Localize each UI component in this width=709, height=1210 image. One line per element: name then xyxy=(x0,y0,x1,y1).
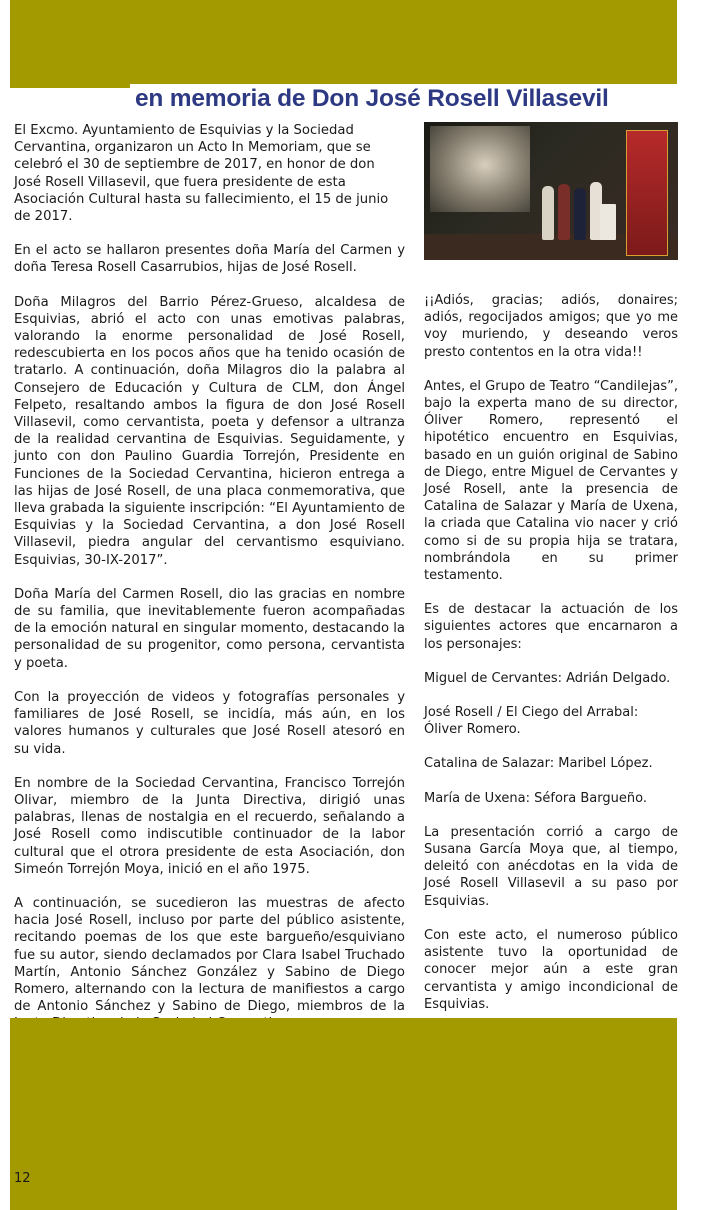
projection-screen xyxy=(430,126,530,212)
paragraph: Miguel de Cervantes: Adrián Delgado. xyxy=(424,670,671,686)
red-banner xyxy=(626,130,668,256)
paragraph: El Excmo. Ayuntamiento de Esquivias y la Sociedad Cervantina, organizaron un Acto In Memoriam, que se celebró el 30 de septiembre de 2017, en honor de don José Rosell Villasevil, que fuera presidente de esta Asociación Cultural hasta su fallecimiento, el 15 de junio de 2017. xyxy=(14,123,389,225)
podium xyxy=(600,204,616,240)
paragraph: En el acto se hallaron presentes doña María del Carmen y doña Teresa Rosell Casarrubios, hijas de José Rosell. xyxy=(14,243,405,276)
paragraph: María de Uxena: Séfora Bargueño. xyxy=(424,790,647,806)
article-title: en memoria de Don José Rosell Villasevil xyxy=(135,85,609,112)
left-column xyxy=(14,122,405,1135)
paragraph: Con este acto, el numeroso público asistente tuvo la oportunidad de conocer mejor aún a este gran cervantista y amigo incondicional de Esquivias. xyxy=(424,927,678,1012)
person-figure xyxy=(558,184,570,240)
person-figure xyxy=(574,188,586,240)
paragraph: Con la proyección de videos y fotografías personales y familiares de José Rosell, se incidía, más aún, en los valores humanos y culturales que José Rosell atesoró en su vida. xyxy=(14,689,405,757)
paragraph: Antes, el Grupo de Teatro “Candilejas”, bajo la experta mano de su director, Óliver Romero, representó el hipotético encuentro en Esquivias, basado en un guión original de Sabino de Diego, entre Miguel de Cervantes y José Rosell, ante la presencia de Catalina de Salazar y María de Uxena, la criada que Catalina vio nacer y crió como si de su propia hija se tratara, nombrándola en su primer testamento. xyxy=(424,378,678,584)
paragraph: Es de destacar la actuación de los siguientes actores que encarnaron a los personajes: xyxy=(424,602,678,652)
paragraph: La presentación corrió a cargo de Susana García Moya que, al tiempo, deleitó con anécdotas en la vida de José Rosell Villasevil a su paso por Esquivias. xyxy=(424,824,678,909)
person-figure xyxy=(542,186,554,240)
paragraph: Doña María del Carmen Rosell, dio las gracias en nombre de su familia, que inevitablemente fueron acompañadas de la emoción natural en singular momento, destacando la personalidad de su progenitor, como persona, cervantista y poeta. xyxy=(14,586,405,671)
paragraph: En nombre de la Sociedad Cervantina, Francisco Torrejón Olivar, miembro de la Junta Directiva, dirigió unas palabras, llenas de nostalgia en el recuerdo, señalando a José Rosell como indiscutible continuador de la labor cultural que el otrora presidente de esta Asociación, don Simeón Torrejón Moya, inició en el año 1975. xyxy=(14,775,405,877)
paragraph: José Rosell / El Ciego del Arrabal: Óliver Romero. xyxy=(424,705,639,738)
right-column xyxy=(424,292,678,1030)
top-color-band xyxy=(10,0,677,88)
paragraph: Doña Milagros del Barrio Pérez-Grueso, alcaldesa de Esquivias, abrió el acto con unas emotivas palabras, valorando la enorme personalidad de José Rosell, redescubierta en los pocos años que ha tenido ocasión de tratarlo. A continuación, doña Milagros dio la palabra al Consejero de Educación y Cultura de CLM, don Ángel Felpeto, resaltando ambos la figura de don José Rosell Villasevil, como cervantista, poeta y defensor a ultranza de la realidad cervantina de Esquivias. Seguidamente, y junto con don Paulino Guardia Torrejón, Presidente en Funciones de la Sociedad Cervantina, hicieron entrega a las hijas de José Rosell, de una placa conmemorativa, que lleva grabada la siguiente inscripción: “El Ayuntamiento de Esquivias y la Sociedad Cervantina, a don José Rosell Villasevil, piedra angular del cervantismo esquiviano. Esquivias, 30-IX-2017”. xyxy=(14,294,405,568)
page-number: 12 xyxy=(14,1171,31,1186)
paragraph: A continuación, se sucedieron las muestras de afecto hacia José Rosell, incluso por parte del público asistente, recitando poemas de los que este bargueño/esquiviano fue su autor, siendo declamados por Clara Isabel Truchado Martín, Antonio Sánchez González y Sabino de Diego Romero, alternando con la lectura de manifiestos a cargo de Antonio Sánchez y Sabino de Diego, miembros de la xyxy=(14,895,405,1015)
event-photo xyxy=(424,122,678,260)
bottom-color-band xyxy=(10,1018,677,1210)
paragraph: ¡¡Adiós, gracias; adiós, donaires; adiós, regocijados amigos; que yo me voy muriendo, y deseando veros presto contentos en la otra vida!! xyxy=(424,293,678,360)
paragraph: Catalina de Salazar: Maribel López. xyxy=(424,756,653,772)
